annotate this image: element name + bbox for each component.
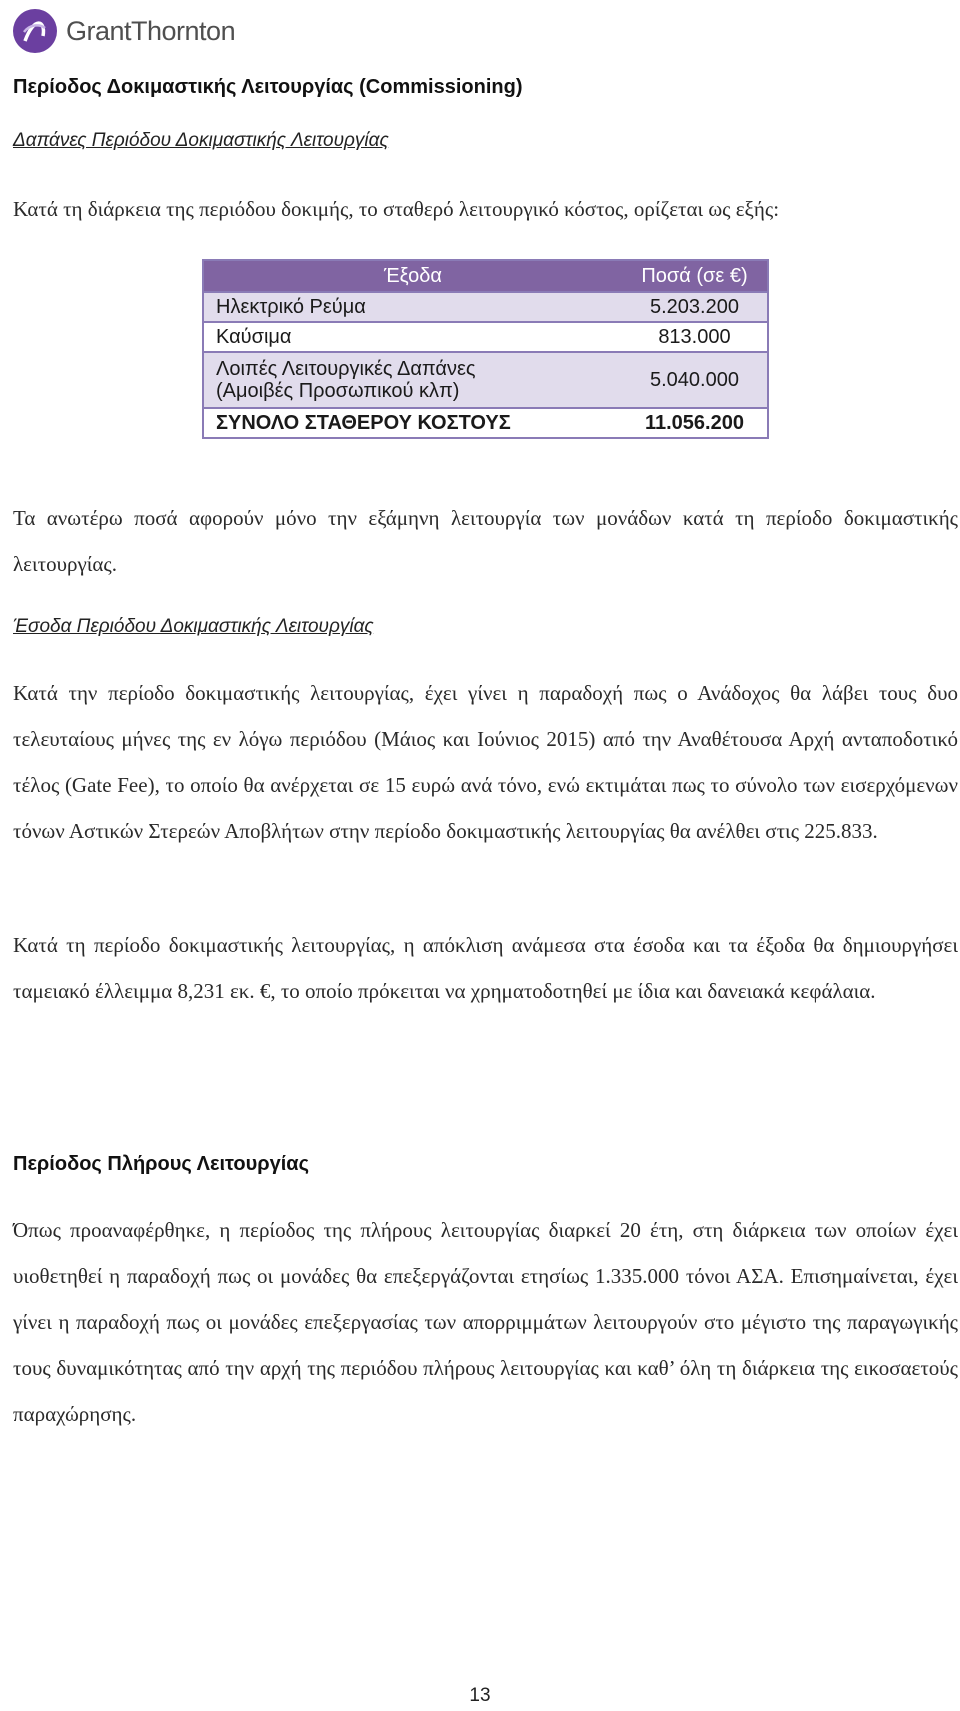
section-title-commissioning: Περίοδος Δοκιμαστικής Λειτουργίας (Commissioning) xyxy=(13,76,523,98)
page-number: 13 xyxy=(469,1685,491,1706)
table-total-row xyxy=(203,408,768,438)
table-total-value: 11.056.200 xyxy=(622,408,768,438)
table-cell-value: 813.000 xyxy=(622,322,768,352)
grant-thornton-mark-icon xyxy=(12,8,58,54)
table-row xyxy=(203,292,768,322)
table-header-row xyxy=(203,260,768,292)
table-cell-label-line1: Λοιπές Λειτουργικές Δαπάνες xyxy=(216,358,476,380)
section-title-full-operation: Περίοδος Πλήρους Λειτουργίας xyxy=(13,1153,309,1175)
table-cell-value: 5.203.200 xyxy=(622,292,768,322)
costs-note-paragraph: Τα ανωτέρω ποσά αφορούν μόνο την εξάμηνη λειτουργία των μονάδων κατά τη περίοδο δοκιμαστικής λειτουργίας. xyxy=(13,506,958,576)
logo-text: GrantThornton xyxy=(66,15,236,46)
grant-thornton-logo xyxy=(12,8,235,54)
fixed-costs-table xyxy=(202,259,769,439)
subtitle-costs: Δαπάνες Περιόδου Δοκιμαστικής Λειτουργίας xyxy=(13,130,389,151)
table-cell-label: Καύσιμα xyxy=(203,322,622,352)
table-total-label: ΣΥΝΟΛΟ ΣΤΑΘΕΡΟΥ ΚΟΣΤΟΥΣ xyxy=(203,408,622,438)
table-header-amounts: Ποσά (σε €) xyxy=(622,260,768,292)
table-row xyxy=(203,352,768,408)
full-operation-paragraph: Όπως προαναφέρθηκε, η περίοδος της πλήρους λειτουργίας διαρκεί 20 έτη, στη διάρκεια των οποίων έχει υιοθετηθεί η παραδοχή πως οι μονάδες θα επεξεργάζονται ετησίως 1.335.000 τόνοι ΑΣΑ. Επισημαίνεται, έχει γίνει η παραδοχή πως οι μονάδες επεξεργασίας των απορριμμάτων λειτουργούν στο μέγιστο της παραγωγικής τους δυναμικότητας από την αρχή της περιόδου πλήρους λειτουργίας και καθ’ όλη τη διάρκεια της εικοσαετούς παραχώρησης. xyxy=(13,1218,958,1426)
income-paragraph-2: Κατά τη περίοδο δοκιμαστικής λειτουργίας, η απόκλιση ανάμεσα στα έσοδα και τα έξοδα θα δημιουργήσει ταμειακό έλλειμμα 8,231 εκ. €, το οποίο πρόκειται να χρηματοδοτηθεί με ίδια και δανειακά κεφάλαια. xyxy=(13,933,958,1003)
table-cell-label-line2: (Αμοιβές Προσωπικού κλπ) xyxy=(216,380,460,402)
table-cell-label xyxy=(203,352,622,408)
income-paragraph-1: Κατά την περίοδο δοκιμαστικής λειτουργίας, έχει γίνει η παραδοχή πως ο Ανάδοχος θα λάβει τους δυο τελευταίους μήνες της εν λόγω περιόδου (Μάιος και Ιούνιος 2015) από την Αναθέτουσα Αρχή ανταποδοτικό τέλος (Gate Fee), το οποίο θα ανέρχεται σε 15 ευρώ ανά τόνο, ενώ εκτιμάται πως το σύνολο των εισερχόμενων τόνων Αστικών Στερεών Αποβλήτων στην περίοδο δοκιμαστικής λειτουργίας θα ανέλθει στις 225.833. xyxy=(13,681,958,843)
table-header-expenses: Έξοδα xyxy=(203,260,622,292)
costs-intro-paragraph: Κατά τη διάρκεια της περιόδου δοκιμής, το σταθερό λειτουργικό κόστος, ορίζεται ως εξής: xyxy=(13,197,780,221)
table-cell-value: 5.040.000 xyxy=(622,352,768,408)
subtitle-income: Έσοδα Περιόδου Δοκιμαστικής Λειτουργίας xyxy=(13,616,374,637)
table-row xyxy=(203,322,768,352)
table-cell-label: Ηλεκτρικό Ρεύμα xyxy=(203,292,622,322)
